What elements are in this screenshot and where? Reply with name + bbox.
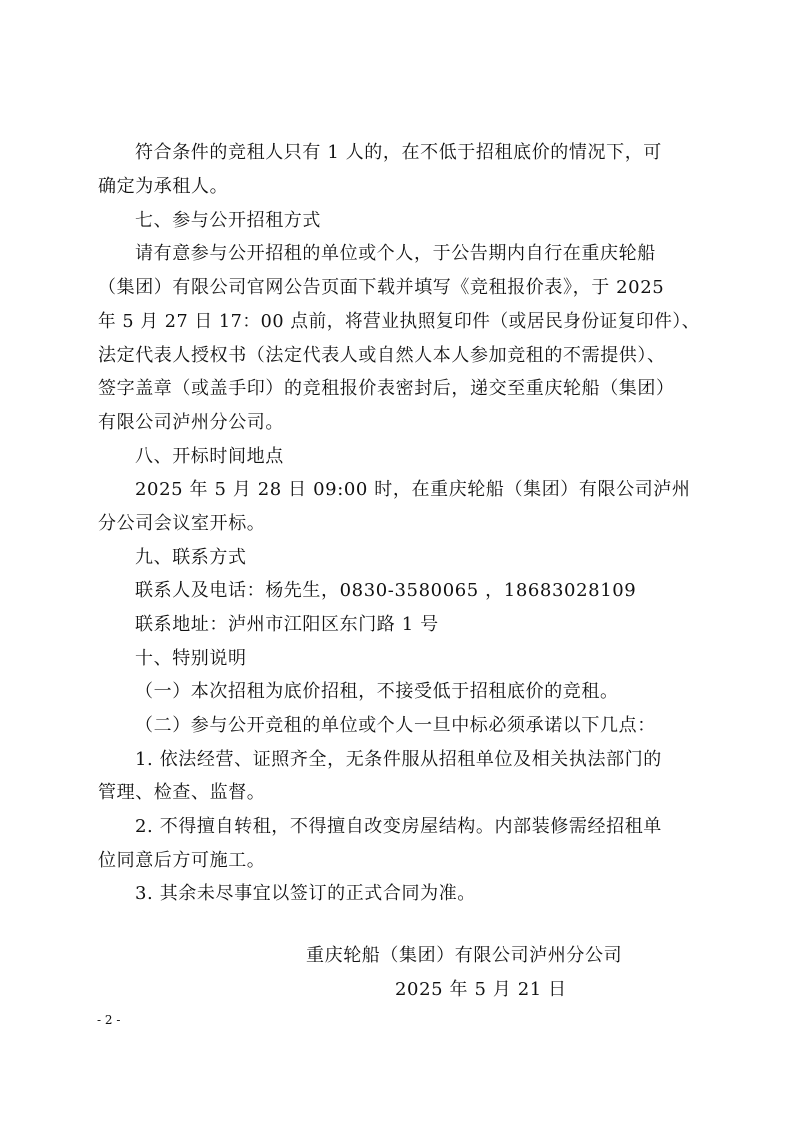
paragraph-line: （一）本次招租为底价招租，不接受低于招租底价的竞租。 — [135, 681, 619, 702]
paragraph-line: 有限公司泸州分公司。 — [98, 412, 284, 433]
section-heading-7: 七、参与公开招租方式 — [135, 210, 321, 231]
paragraph-line: （二）参与公开竞租的单位或个人一旦中标必须承诺以下几点： — [135, 715, 656, 736]
list-item-continuation: 管理、检查、监督。 — [98, 782, 266, 803]
section-heading-8: 八、开标时间地点 — [135, 446, 284, 467]
paragraph-line: 法定代表人授权书（法定代表人或自然人本人参加竞租的不需提供）、 — [98, 345, 666, 366]
list-item: 3. 其余未尽事宜以签订的正式合同为准。 — [135, 883, 476, 904]
signature-organization: 重庆轮船（集团）有限公司泸州分公司 — [306, 945, 623, 966]
paragraph-line: 签字盖章（或盖手印）的竞租报价表密封后，递交至重庆轮船（集团） — [98, 378, 675, 399]
paragraph-line: 确定为承租人。 — [98, 176, 229, 197]
paragraph-line: 请有意参与公开招租的单位或个人，于公告期内自行在重庆轮船 — [135, 243, 656, 264]
paragraph-line: 年 5 月 27 日 17：00 点前，将营业执照复印件（或居民身份证复印件）、 — [98, 311, 700, 332]
contact-phone: 联系人及电话：杨先生，0830-3580065 ，18683028109 — [135, 580, 637, 601]
list-item: 1. 依法经营、证照齐全，无条件服从招租单位及相关执法部门的 — [135, 749, 662, 770]
section-heading-10: 十、特别说明 — [135, 648, 247, 669]
section-heading-9: 九、联系方式 — [135, 547, 247, 568]
paragraph-line: 分公司会议室开标。 — [98, 513, 266, 534]
list-item-continuation: 位同意后方可施工。 — [98, 850, 266, 871]
page-number: - 2 - — [97, 1013, 121, 1027]
paragraph-line: 符合条件的竞租人只有 1 人的，在不低于招租底价的情况下，可 — [135, 142, 662, 163]
list-item: 2. 不得擅自转租，不得擅自改变房屋结构。内部装修需经招租单 — [135, 816, 662, 837]
contact-address: 联系地址：泸州市江阳区东门路 1 号 — [135, 614, 439, 635]
paragraph-line: （集团）有限公司官网公告页面下载并填写《竞租报价表》，于 2025 — [98, 277, 665, 298]
signature-date: 2025 年 5 月 21 日 — [395, 979, 567, 1000]
paragraph-line: 2025 年 5 月 28 日 09:00 时，在重庆轮船（集团）有限公司泸州 — [135, 479, 691, 500]
